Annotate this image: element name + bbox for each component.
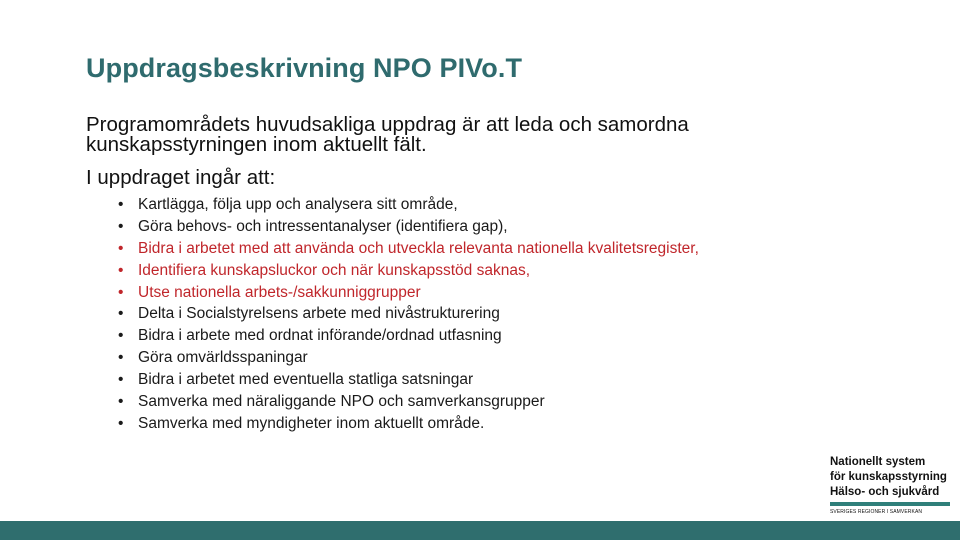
- list-item: [118, 393, 718, 411]
- intro-paragraph: Programområdets huvudsakliga uppdrag är att leda och samordna kunskapsstyrningen inom aktuellt fält.: [86, 113, 689, 156]
- bullet-icon: •: [118, 371, 124, 389]
- list-item-text: Göra omvärldsspaningar: [138, 349, 308, 367]
- list-item: [118, 327, 718, 345]
- bullet-icon: •: [118, 239, 124, 257]
- logo-line: Nationellt system: [830, 456, 926, 468]
- logo-tagline: SVERIGES REGIONER I SAMVERKAN: [830, 509, 923, 515]
- list-item: [118, 262, 718, 280]
- bullet-icon: •: [118, 196, 124, 213]
- list-item: [118, 284, 718, 302]
- list-item-text: Delta i Socialstyrelsens arbete med nivåstrukturering: [138, 305, 500, 323]
- list-item-text: Utse nationella arbets-/sakkunniggrupper: [138, 283, 421, 301]
- bullet-icon: •: [118, 283, 124, 301]
- list-item-text: Identifiera kunskapsluckor och när kunskapsstöd saknas,: [138, 261, 531, 279]
- organization-logo: [830, 455, 955, 500]
- bullet-icon: •: [118, 217, 124, 235]
- list-item-text: Kartlägga, följa upp och analysera sitt område,: [138, 196, 458, 213]
- footer-bar: [0, 521, 960, 540]
- logo-line: för kunskapsstyrning: [830, 471, 947, 483]
- bullet-icon: •: [118, 261, 124, 279]
- list-item-text: Samverka med näraliggande NPO och samverkansgrupper: [138, 393, 545, 411]
- bullet-icon: •: [118, 414, 124, 432]
- logo-line: Hälso- och sjukvård: [830, 486, 940, 498]
- lead-text: I uppdraget ingår att:: [86, 166, 276, 189]
- list-item-text: Samverka med myndigheter inom aktuellt område.: [138, 414, 485, 432]
- bullet-icon: •: [118, 393, 124, 411]
- list-item: [118, 305, 718, 323]
- task-list: [118, 196, 718, 437]
- list-item: [118, 196, 718, 214]
- list-item-text: Bidra i arbetet med att använda och utveckla relevanta nationella kvalitetsregister,: [138, 239, 699, 257]
- list-item: [118, 218, 718, 236]
- list-item-text: Bidra i arbetet med eventuella statliga satsningar: [138, 371, 474, 389]
- logo-divider: [830, 502, 950, 506]
- list-item: [118, 349, 718, 367]
- list-item: [118, 415, 718, 433]
- bullet-icon: •: [118, 327, 124, 345]
- list-item: [118, 371, 718, 389]
- list-item: [118, 240, 718, 258]
- list-item-text: Bidra i arbete med ordnat införande/ordnad utfasning: [138, 327, 502, 345]
- bullet-icon: •: [118, 305, 124, 323]
- bullet-icon: •: [118, 349, 124, 367]
- slide-title: Uppdragsbeskrivning NPO PIVo.T: [86, 53, 523, 83]
- list-item-text: Göra behovs- och intressentanalyser (identifiera gap),: [138, 217, 508, 235]
